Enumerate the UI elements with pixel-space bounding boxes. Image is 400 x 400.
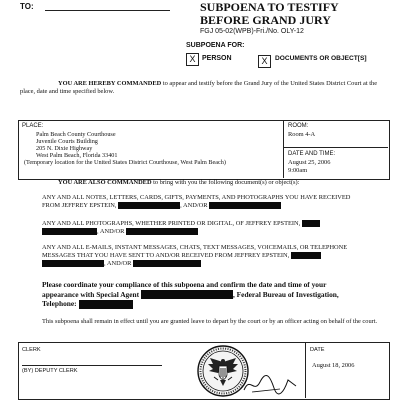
document-title xyxy=(200,1,360,27)
redaction-block xyxy=(302,220,320,227)
item-1-andor: , AND/OR xyxy=(180,202,208,209)
person-checkbox[interactable]: X xyxy=(186,53,199,66)
redaction-block xyxy=(209,202,281,209)
signature-divider-v xyxy=(305,342,306,398)
to-line xyxy=(45,10,170,11)
place-line-4: West Palm Beach, Florida 33401 xyxy=(36,152,118,159)
coordinate-part-2: , Federal Bureau of Investigation, xyxy=(232,289,339,299)
redaction-block xyxy=(291,252,321,259)
deputy-clerk-label: (BY) DEPUTY CLERK xyxy=(22,368,78,374)
redaction-block xyxy=(42,260,104,267)
place-address xyxy=(24,131,226,166)
date-label: DATE xyxy=(310,347,325,353)
also-commanded-paragraph xyxy=(20,179,390,187)
place-line-1: Palm Beach County Courthouse xyxy=(36,131,116,138)
redaction-block xyxy=(42,228,97,235)
case-number: FGJ 05-02(WPB)-Fri./No. OLY-12 xyxy=(200,28,304,35)
place-line-5: (Temporary location for the United States District Courthouse, West Palm Beach) xyxy=(24,159,226,166)
court-seal-icon xyxy=(196,344,250,398)
date-time-label: DATE AND TIME: xyxy=(288,151,336,157)
person-option-label: PERSON xyxy=(202,55,232,62)
documents-checkbox[interactable]: X xyxy=(258,55,271,68)
item-2-text: ANY AND ALL PHOTOGRAPHS, WHETHER PRINTED OR DIGITAL, OF JEFFREY EPSTEIN, xyxy=(42,220,301,227)
coordinate-part-3: Telephone: xyxy=(42,299,77,309)
time-value: 9:00am xyxy=(288,167,308,174)
item-3-andor: , AND/OR xyxy=(104,260,132,267)
clerk-signature-line xyxy=(22,365,162,366)
redaction-block xyxy=(118,202,180,209)
command-rest: to appear and testify before the Grand Jury of the United States District Court at the place, date and time specified below. xyxy=(20,80,378,95)
room-value: Room 4-A xyxy=(288,131,316,138)
command-paragraph xyxy=(20,80,388,96)
coordinate-part-1: Please coordinate your compliance of this subpoena and confirm the date and time of your appearance with Special Agent xyxy=(42,280,327,299)
document-item-3 xyxy=(42,244,360,268)
documents-option-label: DOCUMENTS OR OBJECT[S] xyxy=(275,55,367,62)
remain-in-effect-paragraph: This subpoena shall remain in effect until you are granted leave to depart by the court or by an officer acting on behalf of the court. xyxy=(42,318,378,325)
issue-date-value: August 18, 2006 xyxy=(312,362,355,369)
document-item-1 xyxy=(42,194,360,210)
redaction-block xyxy=(133,260,201,267)
item-3-text: ANY AND ALL E-MAILS, INSTANT MESSAGES, CHATS, TEXT MESSAGES, VOICEMAILS, OR TELEPHONE MESSAGES THAT YOU HAVE SENT TO AND/OR RECEIVED FROM JEFFREY EPSTEIN, xyxy=(42,244,348,259)
place-line-2: Juvenile Courts Building xyxy=(36,138,98,145)
also-commanded-rest: to bring with you the following document(s) or object(s): xyxy=(151,179,300,186)
place-line-3: 205 N. Dixie Highway xyxy=(36,145,93,152)
to-label: TO: xyxy=(20,2,34,11)
title-line-2: BEFORE GRAND JURY xyxy=(200,13,331,27)
date-value: August 25, 2006 xyxy=(288,159,331,166)
command-lead: YOU ARE HEREBY COMMANDED xyxy=(58,80,162,87)
document-item-2 xyxy=(42,220,360,236)
also-commanded-lead: YOU ARE ALSO COMMANDED xyxy=(58,179,152,186)
place-table-divider-v xyxy=(283,120,284,178)
item-1-text: ANY AND ALL NOTES, LETTERS, CARDS, GIFTS, PAYMENTS, AND PHOTOGRAPHS YOU HAVE RECEIVED FROM JEFFREY EPSTEIN, xyxy=(42,194,351,209)
redaction-block xyxy=(126,228,198,235)
place-label: PLACE: xyxy=(22,123,44,129)
coordinate-paragraph xyxy=(42,280,362,309)
place-table-divider-h xyxy=(283,147,388,148)
item-2-andor: , AND/OR xyxy=(97,228,125,235)
redaction-block xyxy=(141,290,233,299)
title-line-1: SUBPOENA TO TESTIFY xyxy=(200,0,339,14)
subpoena-for-label: SUBPOENA FOR: xyxy=(186,42,245,49)
room-label: ROOM: xyxy=(288,123,309,129)
clerk-label: CLERK xyxy=(22,347,41,353)
redaction-block xyxy=(79,300,133,309)
